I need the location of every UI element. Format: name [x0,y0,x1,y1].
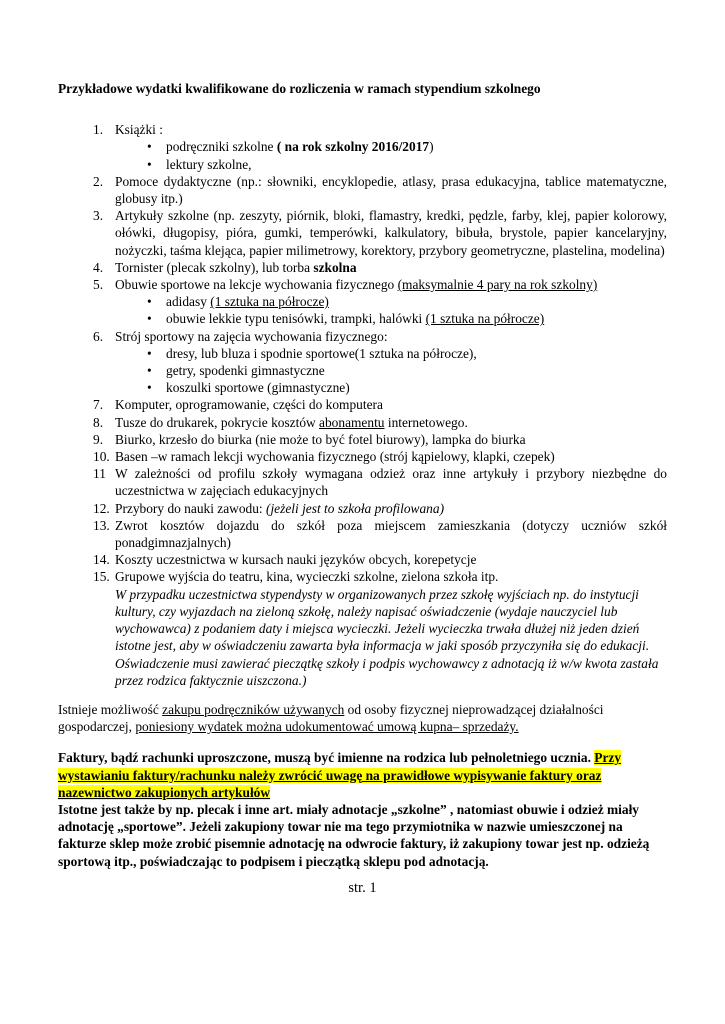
list-number: 7. [93,397,104,413]
list-number: 2. [93,173,104,189]
text-run: obuwie lekkie typu tenisówki, trampki, halówki [166,311,426,327]
text-run: podręczniki szkolne [166,139,277,155]
list-item [58,121,667,138]
bullet-item [58,293,667,310]
list-item [58,500,667,517]
text-run: W zależności od profilu szkoły wymagana odzież oraz inne artykuły i przybory niezbędne do uczestnictwa w zajęciach edukacyjnych [115,466,667,499]
text-run: internetowego. [384,414,468,430]
list-item [58,517,667,551]
text-run: poniesiony wydatek można udokumentować umową kupna– sprzedaży. [135,719,519,735]
text-run: W przypadku uczestnictwa stypendysty w organizowanych przez szkołę wyjściach np. do instytucji kultury, czy wyjazdach na zieloną szkołę, należy napisać oświadczenie (wydaje nauczyciel lub wychowawca) z podaniem daty i miejsca wycieczki. Jeżeli wycieczka trwała dłużej niż jeden dzień istotne jest, aby w oświadczeniu zawarta była informacja w jaki sposób przyczyniła się do edukacji. Oświadczenie musi zawierać pieczątkę szkoły i podpis wychowawcy z adnotacją iż w/w kwota zastała przez rodzica faktycznie uiszczona.) [115,586,659,688]
paragraph [58,749,667,801]
bullet-item [58,379,667,396]
text-run: Artykuły szkolne (np. zeszyty, piórnik, bloki, flamastry, kredki, pędzle, farby, klej, papier kolorowy, ołówki, długopisy, pióra, gumki, temperówki, kalkulatory, bibuła, brystole, papier kancelaryjny, nożyczki, taśma klejąca, papier milimetrowy, korektory, przybory geometryczne, plastelina, modelina) [115,208,667,258]
list-item [58,568,667,585]
text-run: adidasy [166,294,211,310]
list-number: 12. [93,500,110,516]
bullet-item [58,156,667,173]
bullet-icon: • [147,294,152,310]
bullet-icon: • [147,345,152,361]
bullet-icon: • [147,156,152,172]
text-run: Przy wystawianiu faktury/rachunku należy zwrócić uwagę na prawidłowe wypisywanie faktury oraz nazewnictwo zakupionych artykułów [58,750,622,800]
text-run: koszulki sportowe (gimnastyczne) [166,380,350,396]
bullet-icon: • [147,363,152,379]
text-run: Tusze do drukarek, pokrycie kosztów [115,414,320,430]
text-run: getry, spodenki gimnastyczne [166,363,325,379]
text-run: Przykładowe wydatki kwalifikowane do rozliczenia w ramach stypendium szkolnego [58,81,541,96]
list-number: 3. [93,208,104,224]
document-body [58,80,667,870]
list-item [58,396,667,413]
list-item [58,207,667,259]
page-number: str. 1 [348,879,377,896]
italic-note [115,586,667,689]
text-run: Grupowe wyjścia do teatru, kina, wycieczki szkolne, zielona szkoła itp. [115,569,499,585]
list-item [58,431,667,448]
list-number: 10. [93,449,110,465]
text-run: Książki : [115,122,163,138]
text-run: Komputer, oprogramowanie, części do komputera [115,397,383,413]
bullet-icon: • [147,139,152,155]
text-run: Istotne jest także by np. plecak i inne art. miały adnotacje „szkolne” , natomiast obuwie i odzież miały adnotację „sportowe”. Jeżeli zakupiony towar nie ma tego przymiotnika w nazwie umieszczonej na fakturze sklep może zrobić pisemnie adnotację na odwrocie faktury, iż zakupiony towar jest np. odzieżą sportową itp., poświadczając to podpisem i pieczątką sklepu pod adnotacją. [58,801,650,869]
document-title [58,80,667,97]
text-run: lektury szkolne, [166,156,252,172]
list-item [58,328,667,345]
list-number: 8. [93,414,104,430]
list-item [58,173,667,207]
text-run: (1 sztuka na półrocze) [425,311,545,327]
text-run: Pomoce dydaktyczne (np.: słowniki, encyklopedie, atlasy, prasa edukacyjna, tablice matematyczne, globusy itp.) [115,173,667,207]
list-item [58,465,667,499]
text-run: (maksymalnie 4 pary na rok szkolny) [397,277,598,293]
list-item [58,276,667,293]
list-number: 14. [93,552,110,568]
bullet-item [58,345,667,362]
list-number: 15. [93,569,110,585]
list-number: 5. [93,277,104,293]
list-number: 4. [93,259,104,275]
text-run: szkolna [313,259,357,275]
list-item [58,259,667,276]
list-item [58,551,667,568]
text-run: Basen –w ramach lekcji wychowania fizycznego (strój kąpielowy, klapki, czepek) [115,449,555,465]
text-run: Obuwie sportowe na lekcje wychowania fizycznego [115,277,398,293]
text-run: dresy, lub bluza i spodnie sportowe(1 sztuka na półrocze), [166,345,477,361]
list-number: 1. [93,122,104,138]
list-number: 13. [93,517,110,533]
bullet-item [58,362,667,379]
paragraph [58,801,667,870]
list-number: 9. [93,431,104,447]
list-number: 11 [93,466,106,482]
list-item [58,448,667,465]
list-item [58,414,667,431]
text-run: (1 sztuka na półrocze) [210,294,329,310]
bullet-item [58,310,667,327]
bullet-item [58,138,667,155]
text-run: (jeżeli jest to szkoła profilowana) [266,500,445,516]
text-run: abonamentu [319,414,385,430]
list-number: 6. [93,328,104,344]
text-run: Zwrot kosztów dojazdu do szkół poza miejscem zamieszkania (dotyczy uczniów szkół ponadgimnazjalnych) [115,517,667,551]
text-run: ( na rok szkolny 2016/2017 [276,139,430,155]
text-run: Koszty uczestnictwa w kursach nauki języków obcych, korepetycje [115,552,477,568]
paragraph [58,701,667,735]
text-run: od osoby fizycznej nieprowadzącej działalności gospodarczej, [58,701,604,735]
text-run: Strój sportowy na zajęcia wychowania fizycznego: [115,328,388,344]
text-run: Biurko, krzesło do biurka (nie może to być fotel biurowy), lampka do biurka [115,431,526,447]
text-run: Faktury, bądź rachunki uproszczone, muszą być imienne na rodzica lub pełnoletniego ucznia. [58,750,595,766]
text-run: Istnieje możliwość [58,701,163,717]
text-run: ) [429,139,434,155]
bullet-icon: • [147,311,152,327]
spacer [58,97,667,121]
text-run: zakupu podręczników używanych [162,701,345,717]
spacer [58,689,667,701]
text-run: Przybory do nauki zawodu: [115,500,266,516]
text-run: Tornister (plecak szkolny), lub torba [115,259,314,275]
spacer [58,735,667,749]
bullet-icon: • [147,380,152,396]
